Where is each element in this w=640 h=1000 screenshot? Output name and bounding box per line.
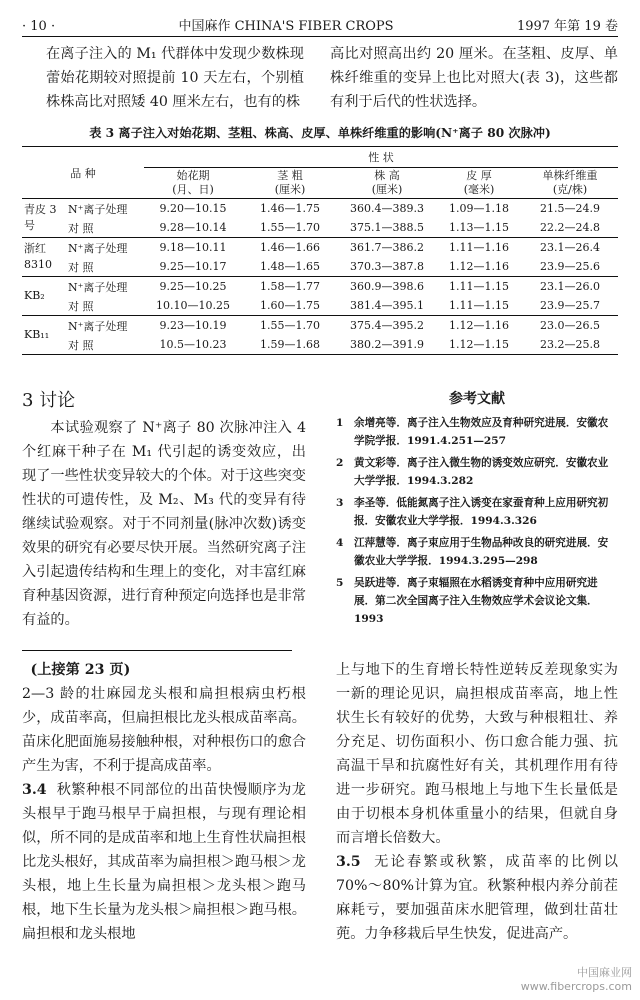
reference-item <box>336 574 618 628</box>
table-row <box>22 238 618 258</box>
table-row <box>22 257 618 277</box>
section-3-4-text: 秋繁种根不同部位的出苗快慢顺序为龙头根早于跑马根早于扁担根，与现有理论相似，所不同的是成苗率和地上生育性状扁担根比龙头根好，其成苗率为扁担根＞跑马根＞龙头根，地上生长量为扁担根＞龙头根＞跑马根，地下生长量为龙头根＞扁担根＞跑马根。扁担根和龙头根地 <box>22 782 306 942</box>
table-treatment-cell: 对 照 <box>66 218 144 238</box>
table-treatment-cell: N⁺离子处理 <box>68 202 128 216</box>
table-header-variety: 品 种 <box>22 147 144 199</box>
table-row <box>22 277 618 297</box>
table-value-cell: 1.09—1.18 <box>449 202 509 215</box>
section-3-5-paragraph <box>336 850 618 946</box>
table-value-cell: 1.11—1.16 <box>449 241 509 254</box>
table-treatment-cell: N⁺离子处理 <box>68 280 128 294</box>
table-variety-cell: KB₁₁ <box>22 316 66 355</box>
table-col-header <box>436 168 522 199</box>
reference-text: 吴跃进等．离子束辐照在水稻诱变育种中应用研究进展．第二次全国离子注入生物效应学术会议论文集．1993 <box>354 577 598 625</box>
table-col-header <box>338 168 436 199</box>
discussion-paragraph: 本试验观察了 N⁺离子 80 次脉冲注入 4 个红麻干种子在 M₁ 代引起的诱变效应，出现了一些性状变异较大的个体。对于这些突变性状的可遗传性，及 M₂、M₃ 代的变异有待继续试验观察。对于不同剂量(脉冲次数)诱变效果的研究有必要尽快开展。当然研究离子注入引起遗传结构和生理上的变化，对丰富红麻育种基因资源，进行育种预定向选择也是非常有益的。 <box>22 420 306 628</box>
table-variety-cell: 浙红 8310 <box>22 238 66 277</box>
header-rule <box>22 36 618 37</box>
table-value-cell: 23.1—26.0 <box>540 280 600 293</box>
table-row <box>22 218 618 238</box>
table-value-cell: 10.5—10.23 <box>144 335 242 355</box>
table-value-cell: 1.11—1.15 <box>449 280 509 293</box>
table-value-cell: 370.3—387.8 <box>338 257 436 277</box>
table-value-cell: 1.46—1.66 <box>260 241 320 254</box>
table-value-cell: 360.4—389.3 <box>350 202 424 215</box>
table-value-cell: 381.4—395.1 <box>338 296 436 316</box>
table-value-cell: 9.23—10.19 <box>159 319 227 332</box>
table-value-cell: 23.1—26.4 <box>540 241 600 254</box>
watermark-line-1: 中国麻业网 <box>577 966 632 979</box>
table-col-header <box>242 168 338 199</box>
table-treatment-cell: N⁺离子处理 <box>68 319 128 333</box>
table-body <box>22 199 618 355</box>
table-col-unit: (克/株) <box>552 183 588 196</box>
table-value-cell: 1.11—1.15 <box>436 296 522 316</box>
table-treatment-cell: 对 照 <box>66 296 144 316</box>
top-left-column <box>46 42 304 114</box>
table-col-unit: (月、日) <box>172 183 214 196</box>
table-row <box>22 316 618 336</box>
reference-number: 5 <box>336 577 344 589</box>
table-value-cell: 1.12—1.16 <box>436 257 522 277</box>
table-value-cell: 375.4—395.2 <box>350 319 424 332</box>
table-value-cell: 1.48—1.65 <box>242 257 338 277</box>
reference-item <box>336 414 618 450</box>
reference-text: 黄文彩等．离子注入微生物的诱变效应研究．安徽农业大学学报．1994.3.282 <box>354 457 609 487</box>
table-value-cell: 360.9—398.6 <box>350 280 424 293</box>
table-treatment-cell: 对 照 <box>66 257 144 277</box>
table-value-cell: 361.7—386.2 <box>350 241 424 254</box>
discussion-heading: 3 讨论 <box>22 390 76 411</box>
table-value-cell: 23.9—25.6 <box>522 257 618 277</box>
table-variety-cell: 青皮 3号 <box>22 199 66 238</box>
reference-text: 李圣等．低能氮离子注入诱变在家蚕育种上应用研究初报．安徽农业大学学报．1994.3.326 <box>354 497 609 527</box>
issue-info: 1997 年第 19 卷 <box>516 19 618 34</box>
table-treatment-cell: 对 照 <box>66 335 144 355</box>
table-caption: 表 3 离子注入对始花期、茎粗、株高、皮厚、单株纤维重的影响(N⁺离子 80 次脉冲) <box>89 126 551 140</box>
table-col-name: 皮 厚 <box>466 169 492 182</box>
section-3-4-label: 3.4 <box>22 782 47 798</box>
page-number: · 10 · <box>22 19 56 34</box>
watermark-line-2: www.fibercrops.com <box>520 980 632 993</box>
table-value-cell: 375.1—388.5 <box>338 218 436 238</box>
section-3-4-paragraph <box>22 778 306 946</box>
table-value-cell: 9.28—10.14 <box>144 218 242 238</box>
continued-note: (上接第 23 页) <box>30 662 131 678</box>
section-3-5-label: 3.5 <box>336 854 361 870</box>
top-right-paragraph: 高比对照高出约 20 厘米。在茎粗、皮厚、单株纤维重的变异上也比对照大(表 3)，这些都有利于后代的性状选择。 <box>330 46 618 110</box>
reference-item <box>336 454 618 490</box>
running-header <box>22 6 618 34</box>
top-right-column <box>330 42 618 114</box>
table-col-name: 株 高 <box>374 169 400 182</box>
journal-title: 中国麻作 CHINA'S FIBER CROPS <box>178 19 394 34</box>
table-value-cell: 21.5—24.9 <box>540 202 600 215</box>
table-col-name: 单株纤维重 <box>542 169 598 182</box>
reference-number: 4 <box>336 537 344 549</box>
reference-number: 3 <box>336 497 344 509</box>
table-value-cell: 1.59—1.68 <box>242 335 338 355</box>
table-header-traits: 性 状 <box>144 147 618 168</box>
table-value-cell: 22.2—24.8 <box>522 218 618 238</box>
references-title: 参考文献 <box>449 391 505 407</box>
table-col-unit: (毫米) <box>463 183 495 196</box>
data-table <box>22 146 618 355</box>
table-value-cell: 10.10—10.25 <box>144 296 242 316</box>
table-value-cell: 1.60—1.75 <box>242 296 338 316</box>
table-value-cell: 9.18—10.11 <box>159 241 227 254</box>
table-value-cell: 9.25—10.17 <box>144 257 242 277</box>
table-value-cell: 1.12—1.15 <box>436 335 522 355</box>
table-value-cell: 1.46—1.75 <box>260 202 320 215</box>
table-row <box>22 335 618 355</box>
table-col-name: 茎 粗 <box>277 169 303 182</box>
watermark <box>521 966 632 994</box>
reference-list <box>336 414 618 628</box>
continued-left-column <box>22 658 306 946</box>
table-value-cell: 23.9—25.7 <box>522 296 618 316</box>
continued-left-paragraph: 2—3 龄的壮麻园龙头根和扁担根病虫朽根少，成苗率高，但扁担根比龙头根成苗率高。苗床化肥面施易接触种根，对种根伤口的愈合产生为害，不利于提高成苗率。 <box>22 686 306 774</box>
reference-number: 2 <box>336 457 344 469</box>
reference-text: 江萍慧等．离子束应用于生物品种改良的研究进展．安徽农业大学学报．1994.3.295—298 <box>354 537 609 567</box>
table-value-cell: 23.2—25.8 <box>522 335 618 355</box>
table-treatment-cell: N⁺离子处理 <box>68 241 128 255</box>
table-value-cell: 1.55—1.70 <box>260 319 320 332</box>
reference-item <box>336 494 618 530</box>
table-value-cell: 1.55—1.70 <box>242 218 338 238</box>
references-section <box>336 388 618 632</box>
table-value-cell: 23.0—26.5 <box>540 319 600 332</box>
top-left-paragraph: 在离子注入的 M₁ 代群体中发现少数株现蕾始花期较对照提前 10 天左右，个别植株株高比对照矮 40 厘米左右，也有的株 <box>46 46 304 110</box>
continued-right-paragraph: 上与地下的生育增长特性逆转反差现象实为一新的理论见识，扁担根成苗率高，地上性状生长有较好的优势，大致与种根粗壮、养分充足、切伤面积小、伤口愈合能力强、抗高温干旱和抗腐性好有关，其机理作用有待进一步研究。跑马根地上与地下生长量低是由于切根本身机体重量小的结果，但就自身而言增长倍数大。 <box>336 662 618 846</box>
table-value-cell: 1.58—1.77 <box>260 280 320 293</box>
table-row <box>22 199 618 219</box>
reference-text: 余增亮等．离子注入生物效应及育种研究进展．安徽农学院学报．1991.4.251—257 <box>354 417 609 447</box>
table-col-name: 始花期 <box>176 169 210 182</box>
table-col-header <box>144 168 242 199</box>
table-row <box>22 296 618 316</box>
continued-right-column <box>336 658 618 946</box>
table-col-unit: (厘米) <box>371 183 403 196</box>
table-value-cell: 1.12—1.16 <box>449 319 509 332</box>
table-value-cell: 9.20—10.15 <box>159 202 227 215</box>
table-value-cell: 1.13—1.15 <box>436 218 522 238</box>
table-value-cell: 380.2—391.9 <box>338 335 436 355</box>
section-divider <box>22 650 292 651</box>
table-col-unit: (厘米) <box>274 183 306 196</box>
discussion-section <box>22 386 306 632</box>
section-3-5-text: 无论春繁或秋繁，成苗率的比例以 70%～80%计算为宜。秋繁种根内养分前茬麻耗亏，要加强苗床水肥管理，做到壮苗壮蔸。力争移栽后早生快发，促进高产。 <box>336 854 618 942</box>
table-variety-cell: KB₂ <box>22 277 66 316</box>
reference-number: 1 <box>336 417 344 429</box>
table-col-header <box>522 168 618 199</box>
reference-item <box>336 534 618 570</box>
table-value-cell: 9.25—10.25 <box>159 280 227 293</box>
